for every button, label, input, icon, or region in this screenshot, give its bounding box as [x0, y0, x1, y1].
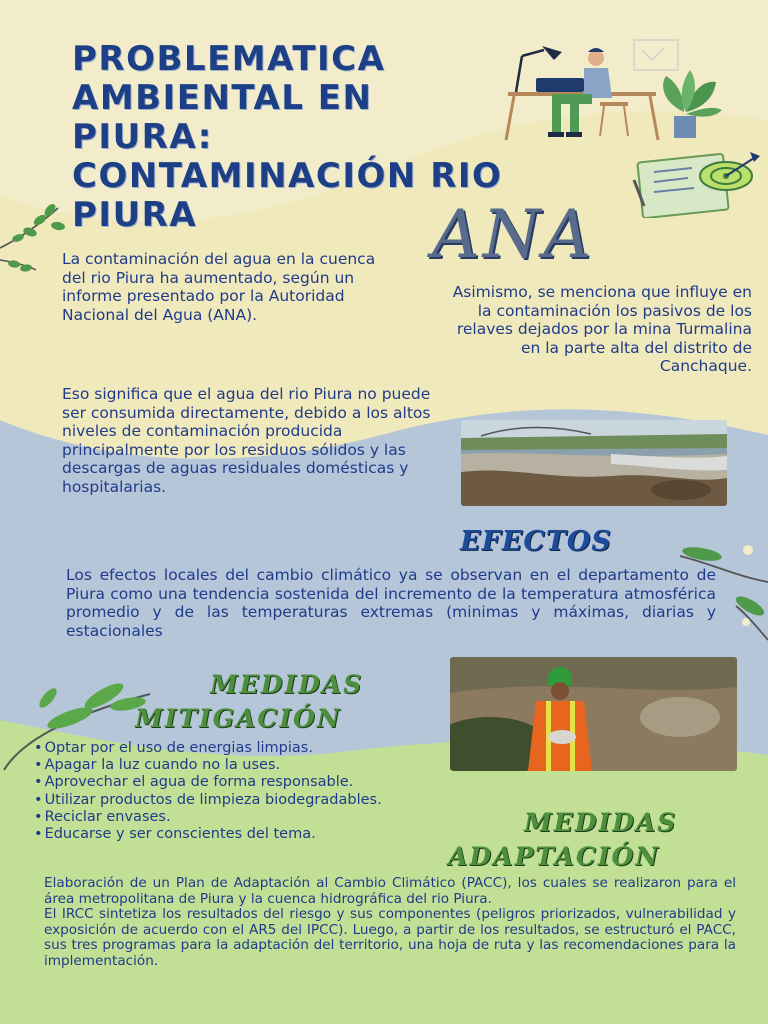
list-item: • Reciclar envases.	[34, 809, 504, 826]
second-paragraph: Eso significa que el agua del rio Piura no puede ser consumida directamente, debido a los altos niveles de contaminación producida principalmente por los residuos sólidos y las descargas de aguas residuales domésticas y hospitalarias.	[62, 385, 431, 496]
mitigacion-list	[34, 740, 504, 843]
adaptacion-paragraph: El IRCC sintetiza los resultados del riesgo y sus componentes (peligros priorizados, vulnerabilidad y exposición de acuerdo con el AR5 del IPCC). Luego, a partir de los resultados, se estructuró el PACC, sus tres programas para la adaptación del territorio, una hoja de ruta y las recomendaciones para la implementación.	[44, 906, 736, 969]
list-item: • Aprovechar el agua de forma responsable.	[34, 774, 504, 791]
adaptacion-text	[44, 876, 736, 970]
list-item: • Educarse y ser conscientes del tema.	[34, 826, 504, 843]
list-item: • Apagar la luz cuando no la uses.	[34, 757, 504, 774]
mitigacion-heading-line2: MITIGACIÓN	[135, 704, 342, 733]
adaptacion-heading-line1: MEDIDAS	[524, 808, 678, 837]
ana-paragraph: Asimismo, se menciona que influye en la contaminación los pasivos de los relaves dejados por la mina Turmalina en la parte alta del distrito de Canchaque.	[452, 283, 752, 376]
efectos-heading: EFECTOS	[460, 526, 612, 557]
page-title: PROBLEMATICA AMBIENTAL EN PIURA: CONTAMINACIÓN RIO PIURA	[72, 39, 503, 235]
river-photo	[461, 420, 727, 506]
list-item: • Utilizar productos de limpieza biodegradables.	[34, 792, 504, 809]
adaptacion-heading-line2: ADAPTACIÓN	[448, 842, 661, 871]
ana-heading: ANA	[432, 196, 595, 273]
potted-plant-icon	[652, 64, 724, 140]
efectos-paragraph: Los efectos locales del cambio climático ya se observan en el departamento de Piura como una tendencia sostenida del incremento de la temperatura atmosférica promedio y de las temperaturas extremas (minimas y máximas, diarias y estacionales	[66, 566, 716, 640]
checklist-target-icon	[630, 148, 762, 218]
intro-paragraph: La contaminación del agua en la cuenca del rio Piura ha aumentado, según un informe presentado por la Autoridad Nacional del Agua (ANA).	[62, 250, 376, 324]
adaptacion-paragraph: Elaboración de un Plan de Adaptación al Cambio Climático (PACC), los cuales se realizaron para el área metropolitana de Piura y la cuenca hidrográfica del rio Piura.	[44, 875, 736, 907]
mitigacion-heading-line1: MEDIDAS	[210, 670, 364, 699]
list-item: • Optar por el uso de energias limpias.	[34, 740, 504, 757]
